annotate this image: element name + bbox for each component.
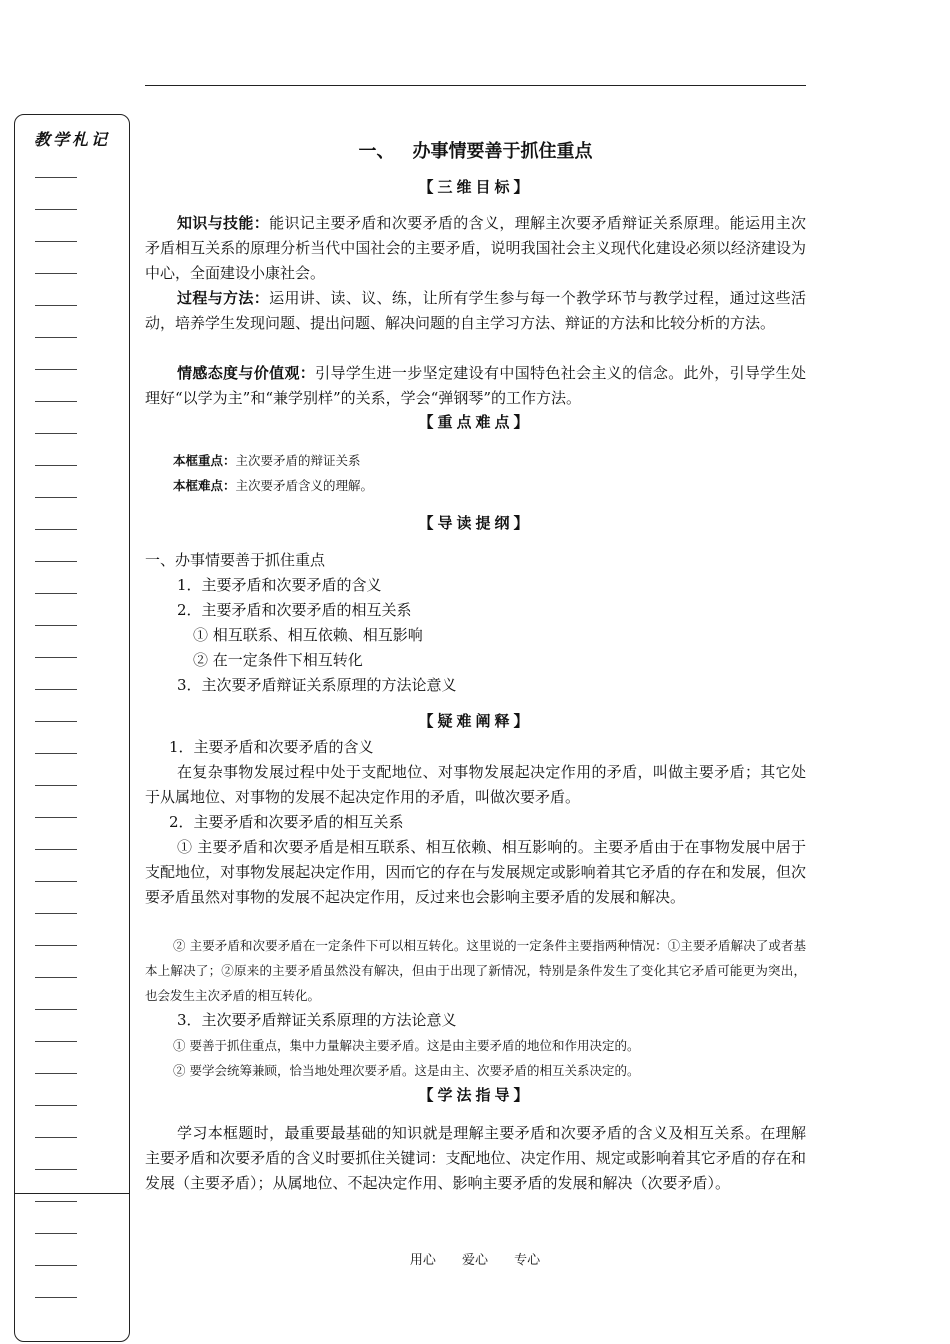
goal-process <box>145 286 806 336</box>
goal-process-label: 过程与方法： <box>177 289 270 307</box>
note-line <box>35 977 77 978</box>
note-line <box>35 561 77 562</box>
note-line <box>35 529 77 530</box>
note-line <box>35 1073 77 1074</box>
note-line <box>35 337 77 338</box>
note-line <box>35 1041 77 1042</box>
note-line <box>35 593 77 594</box>
clarify-title-3: 3．主次要矛盾辩证关系原理的方法论意义 <box>177 1011 457 1029</box>
note-line <box>35 721 77 722</box>
outline-item-2: 2．主要矛盾和次要矛盾的相互关系 <box>177 601 412 619</box>
note-line <box>35 785 77 786</box>
section-clarify-title: 【疑难阐释】 <box>418 712 533 730</box>
section-goals-title: 【三维目标】 <box>418 178 533 196</box>
section-keypoints-title: 【重点难点】 <box>418 413 533 431</box>
note-line <box>35 625 77 626</box>
key-difficulty <box>173 473 834 498</box>
main-heading <box>145 137 806 163</box>
note-line <box>35 1201 77 1202</box>
goal-emotion-label: 情感态度与价值观： <box>177 364 316 382</box>
note-line <box>35 497 77 498</box>
note-line <box>35 817 77 818</box>
goal-emotion-text: 引导学生进一步坚定建设有中国特色社会主义的信念。此外，引导学生处理好“以学为主”和“兼学别样”的关系，学会“弹钢琴”的工作方法。 <box>145 364 806 407</box>
key-focus <box>173 448 834 473</box>
outline-item-2a: ① 相互联系、相互依赖、相互影响 <box>193 626 423 644</box>
clarify-para-2: ① 主要矛盾和次要矛盾是相互联系、相互依赖、相互影响的。主要矛盾由于在事物发展中居于支配地位，对事物发展起决定作用，因而它的存在与发展规定或影响着其它矛盾的存在和发展，但次要矛盾虽然对事物的发展不起决定作用，反过来也会影响主要矛盾的发展和解决。 <box>145 838 806 906</box>
outline-root: 一、办事情要善于抓住重点 <box>145 551 326 569</box>
note-line <box>35 369 77 370</box>
clarify-title-1: 1．主要矛盾和次要矛盾的含义 <box>169 738 374 756</box>
section-outline-title: 【导读提纲】 <box>418 514 533 532</box>
goal-knowledge-text: 能识记主要矛盾和次要矛盾的含义，理解主次要矛盾辩证关系原理。能运用主次矛盾相互关系的原理分析当代中国社会的主要矛盾，说明我国社会主义现代化建设必须以经济建设为中心，全面建设小康社会。 <box>145 214 806 282</box>
goal-knowledge <box>145 211 806 286</box>
header-rule <box>145 85 806 86</box>
key-focus-text: 主次要矛盾的辩证关系 <box>235 453 361 468</box>
clarify-para-5: ② 要学会统筹兼顾，恰当地处理次要矛盾。这是由主、次要矛盾的相互关系决定的。 <box>173 1063 640 1078</box>
sidebar-title: 教学札记 <box>33 130 110 149</box>
goal-emotion <box>145 361 806 411</box>
note-line <box>35 849 77 850</box>
clarify-title-2: 2．主要矛盾和次要矛盾的相互关系 <box>169 813 404 831</box>
goal-process-text: 运用讲、读、议、练，让所有学生参与每一个教学环节与教学过程，通过这些活动，培养学生发现问题、提出问题、解决问题的自主学习方法、辩证的方法和比较分析的方法。 <box>145 289 806 332</box>
note-line <box>35 913 77 914</box>
note-line <box>35 1233 77 1234</box>
heading-text: 办事情要善于抓住重点 <box>412 141 593 162</box>
key-difficulty-text: 主次要矛盾含义的理解。 <box>235 478 374 493</box>
note-line <box>35 753 77 754</box>
outline-item-2b: ② 在一定条件下相互转化 <box>193 651 363 669</box>
outline-item-3: 3．主次要矛盾辩证关系原理的方法论意义 <box>177 676 457 694</box>
footer-word-2: 爱心 <box>461 1253 488 1268</box>
note-line <box>35 177 77 178</box>
section-method-title: 【学法指导】 <box>418 1086 533 1104</box>
note-line <box>35 273 77 274</box>
goal-knowledge-label: 知识与技能： <box>177 214 270 232</box>
note-line <box>35 657 77 658</box>
key-focus-label: 本框重点： <box>173 453 236 468</box>
key-difficulty-label: 本框难点： <box>173 478 236 493</box>
note-line <box>35 433 77 434</box>
outline-item-1: 1．主要矛盾和次要矛盾的含义 <box>177 576 382 594</box>
note-line <box>35 465 77 466</box>
note-line <box>35 1169 77 1170</box>
clarify-para-3: ② 主要矛盾和次要矛盾在一定条件下可以相互转化。这里说的一定条件主要指两种情况：①主要矛盾解决了或者基本上解决了；②原来的主要矛盾虽然没有解决，但由于出现了新情况，特别是条件发生了变化其它矛盾可能更为突出，也会发生主次矛盾的相互转化。 <box>145 938 806 1003</box>
note-line <box>35 305 77 306</box>
heading-number: 一、 <box>358 141 395 162</box>
footer-word-1: 用心 <box>409 1253 436 1268</box>
method-para-1: 学习本框题时，最重要最基础的知识就是理解主要矛盾和次要矛盾的含义及相互关系。在理解主要矛盾和次要矛盾的含义时要抓住关键词：支配地位、决定作用、规定或影响着其它矛盾的存在和发展（主要矛盾）；从属地位、不起决定作用、影响主要矛盾的发展和解决（次要矛盾）。 <box>145 1124 806 1192</box>
note-line <box>35 1137 77 1138</box>
note-line <box>35 1009 77 1010</box>
note-line <box>35 1297 77 1298</box>
note-line <box>35 945 77 946</box>
note-line <box>35 209 77 210</box>
note-line <box>35 1105 77 1106</box>
sidebar-divider <box>14 1193 130 1194</box>
clarify-para-4: ① 要善于抓住重点，集中力量解决主要矛盾。这是由主要矛盾的地位和作用决定的。 <box>173 1038 640 1053</box>
footer-word-3: 专心 <box>514 1253 541 1268</box>
teaching-notes-sidebar <box>14 114 130 1342</box>
note-line <box>35 881 77 882</box>
clarify-para-1: 在复杂事物发展过程中处于支配地位、对事物发展起决定作用的矛盾，叫做主要矛盾；其它处于从属地位、对事物的发展不起决定作用的矛盾，叫做次要矛盾。 <box>145 763 806 806</box>
note-line <box>35 689 77 690</box>
note-line <box>35 241 77 242</box>
note-line <box>35 401 77 402</box>
page-footer <box>0 1249 950 1268</box>
